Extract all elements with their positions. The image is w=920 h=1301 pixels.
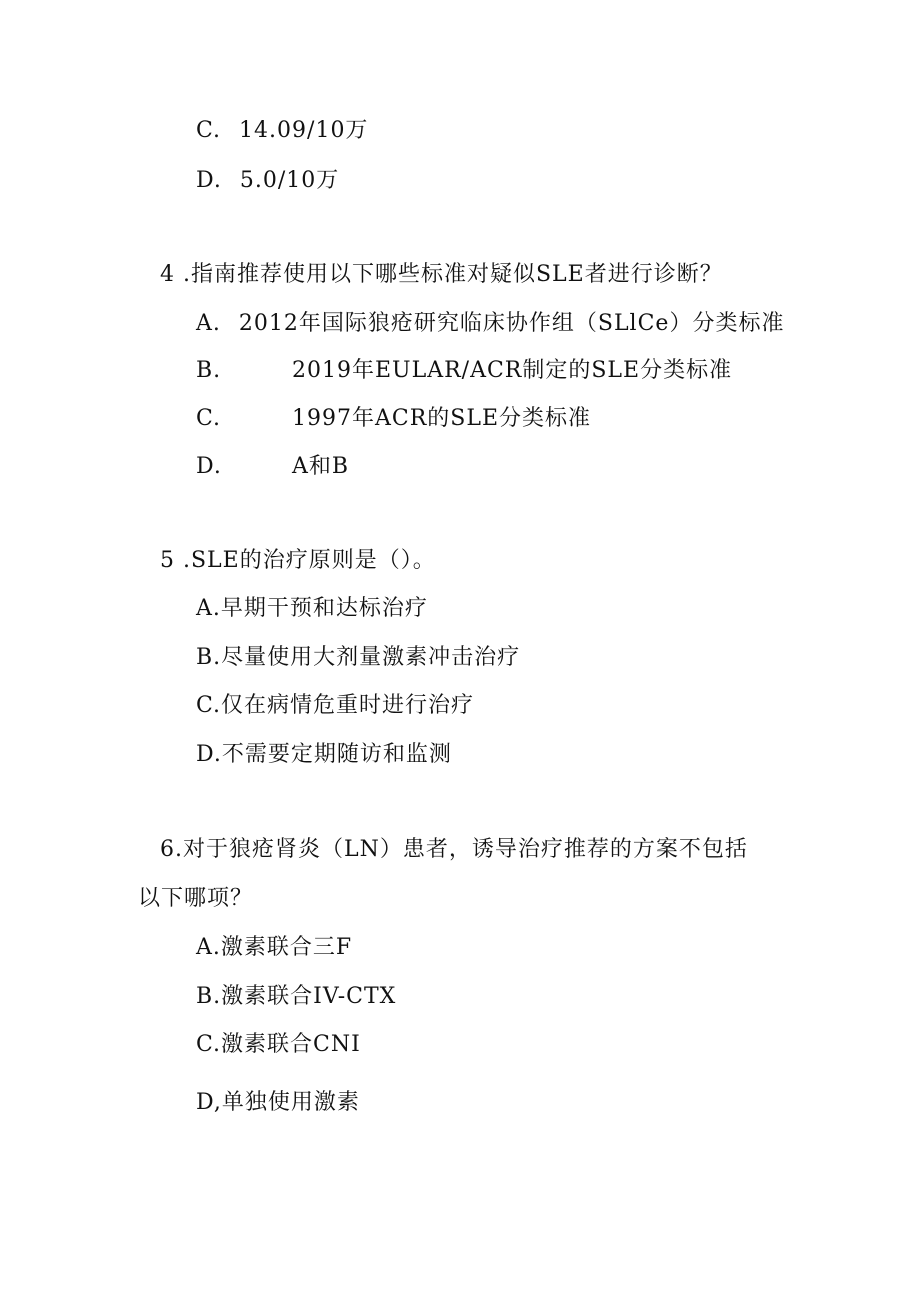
q5-option-a: A.早期干预和达标治疗 [196, 596, 428, 621]
q6-question-line1: 6.对于狼疮肾炎（LN）患者，诱导治疗推荐的方案不包括 [160, 837, 748, 862]
q6-option-d: D,单独使用激素 [196, 1090, 360, 1115]
option-text: A和B [292, 454, 350, 479]
q5-option-b: B.尽量使用大剂量激素冲击治疗 [196, 645, 521, 670]
option-text: 14.09/10万 [239, 118, 369, 143]
q6-option-c: C.激素联合CNI [196, 1032, 361, 1057]
option-text: 2012年国际狼疮研究临床协作组（SLlCe）分类标准 [238, 311, 785, 336]
option-letter: B. [196, 358, 222, 383]
option-letter: C. [196, 118, 222, 143]
q5-option-c: C.仅在病情危重时进行治疗 [196, 693, 475, 718]
q3-option-d [196, 166, 339, 196]
q4-option-a [196, 309, 784, 339]
option-letter: D. [196, 454, 222, 479]
option-text: 5.0/10万 [239, 168, 340, 193]
q4-option-c [196, 404, 591, 434]
q4-question: 4 .指南推荐使用以下哪些标准对疑似SLE者进行诊断？ [160, 262, 723, 287]
q3-option-c [196, 116, 368, 146]
q6-option-b: B.激素联合IV-CTX [196, 984, 397, 1009]
q6-option-a: A.激素联合三F [196, 935, 353, 960]
q6-question-line2: 以下哪项？ [138, 886, 254, 911]
option-letter: C. [196, 406, 222, 431]
option-letter: D. [196, 168, 222, 193]
q5-option-d: D.不需要定期随访和监测 [196, 742, 452, 767]
option-text: 1997年ACR的SLE分类标准 [292, 406, 592, 431]
q4-option-b [196, 356, 732, 386]
q5-question: 5 .SLE的治疗原则是（）。 [160, 548, 436, 573]
q4-option-d [196, 452, 349, 482]
option-text: 2019年EULAR/ACR制定的SLE分类标准 [292, 358, 733, 383]
option-letter: A. [196, 311, 221, 336]
